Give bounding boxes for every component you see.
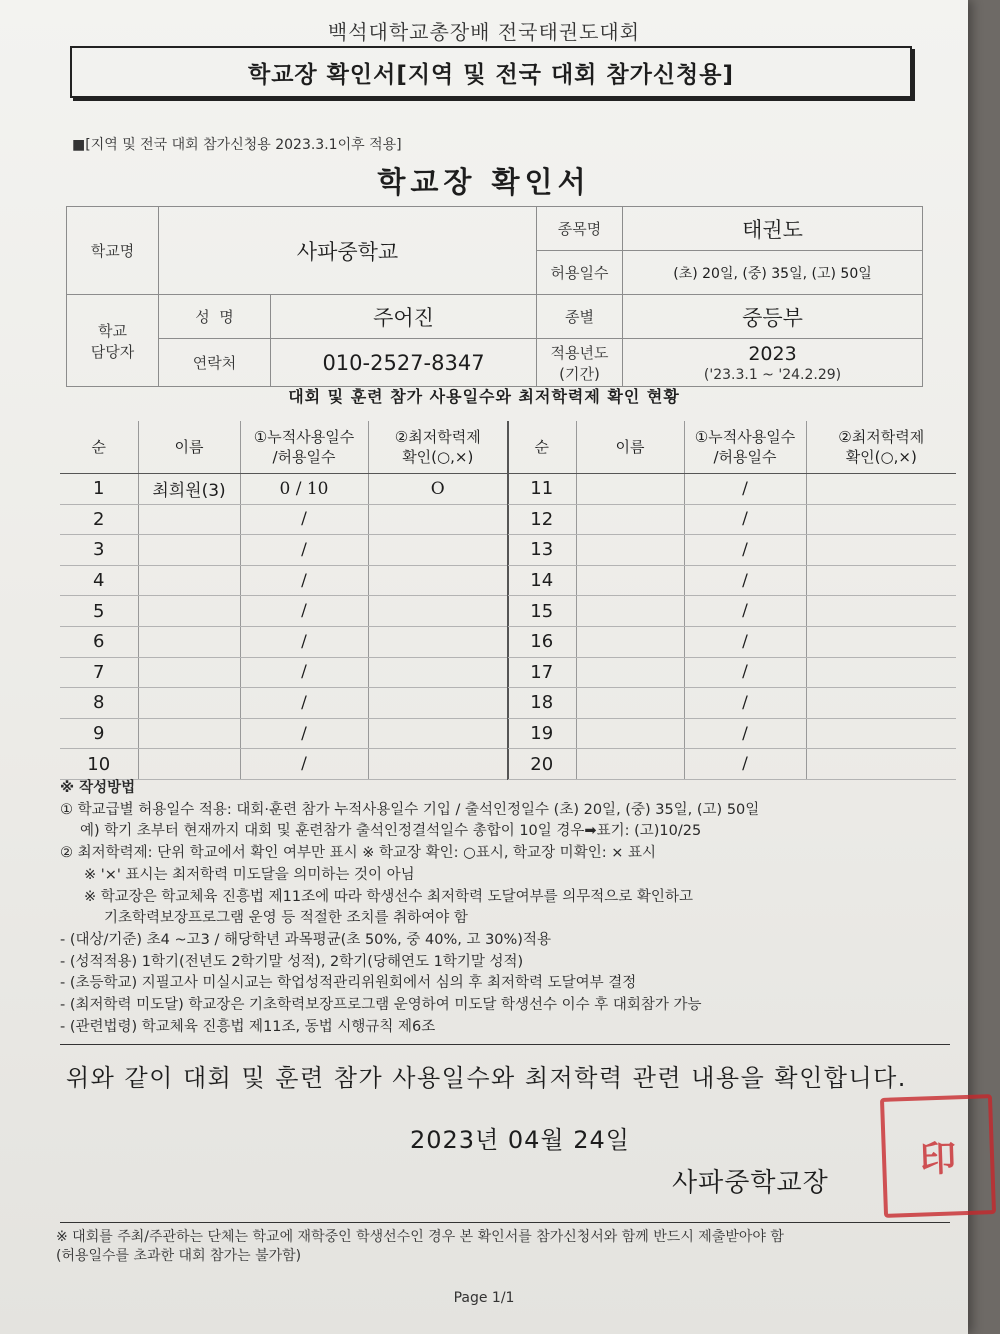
academic-check [806, 749, 956, 780]
row-number: 11 [508, 474, 576, 505]
sport-label: 종목명 [537, 207, 623, 251]
seal-mark: 印 [919, 1136, 957, 1181]
principal-signature: 사파중학교장 [672, 1168, 829, 1198]
roster-table-right [508, 421, 956, 780]
usage-days: / [684, 504, 806, 535]
confirmation-date: 2023년 04월 24일 [410, 1126, 630, 1154]
row-number: 8 [60, 688, 138, 719]
academic-check [368, 657, 508, 688]
academic-check [806, 688, 956, 719]
usage-days: / [240, 718, 368, 749]
note-x-meaning: ※ '×' 표시는 최저학력 미도달을 의미하는 것이 아님 [84, 866, 415, 883]
athlete-name [576, 626, 684, 657]
detail-grades: - (성적적용) 1학기(전년도 2학기말 성적), 2학기(당해연도 1학기말 성적) [60, 953, 524, 970]
confirmation-statement: 위와 같이 대회 및 훈련 참가 사용일수와 최저학력 관련 내용을 확인합니다. [66, 1064, 907, 1092]
usage-days: / [684, 749, 806, 780]
athlete-name [138, 504, 240, 535]
usage-days: / [684, 626, 806, 657]
roster-row [60, 749, 508, 780]
row-number: 15 [508, 596, 576, 627]
athlete-name [576, 657, 684, 688]
athlete-name [576, 749, 684, 780]
academic-check [806, 565, 956, 596]
athlete-name [138, 626, 240, 657]
academic-check [806, 596, 956, 627]
usage-days: / [684, 718, 806, 749]
year-label: 적용년도 (기간) [537, 339, 623, 387]
usage-days: / [240, 749, 368, 780]
school-name-label: 학교명 [67, 207, 159, 295]
academic-check: O [368, 474, 508, 505]
athlete-name: 최희원(3) [138, 474, 240, 505]
athlete-name [138, 535, 240, 566]
note-principal-duty-cont: 기초학력보장프로그램 운영 등 적절한 조치를 취하여야 함 [104, 910, 468, 927]
page-number: Page 1/1 [453, 1290, 515, 1306]
event-title: 백석대학교총장배 전국태권도대회 [327, 20, 641, 44]
academic-check [368, 718, 508, 749]
official-seal [880, 1094, 996, 1218]
header-no: 순 [508, 421, 576, 474]
usage-days: / [240, 626, 368, 657]
year-period: ('23.3.1 ~ '24.2.29) [703, 366, 842, 383]
row-number: 4 [60, 565, 138, 596]
usage-days: / [240, 596, 368, 627]
detail-target: - (대상/기준) 초4 ~고3 / 해당학년 과목평균(초 50%, 중 40%, 고 30%)적용 [60, 931, 551, 948]
academic-check [368, 688, 508, 719]
athlete-name [138, 657, 240, 688]
manager-name-value: 주어진 [271, 295, 537, 339]
usage-days: / [684, 688, 806, 719]
academic-check [806, 657, 956, 688]
usage-days: / [684, 657, 806, 688]
roster-row [508, 688, 956, 719]
usage-days: / [240, 504, 368, 535]
athlete-name [138, 749, 240, 780]
writing-instructions [60, 778, 950, 1038]
row-number: 2 [60, 504, 138, 535]
document-title: 학교장 확인서 [377, 165, 591, 199]
main-title-box: 학교장 확인서[지역 및 전국 대회 참가신청용] [70, 46, 912, 98]
sport-value: 태권도 [623, 207, 923, 251]
academic-check [368, 749, 508, 780]
division-label: 종별 [537, 295, 623, 339]
roster-row [60, 626, 508, 657]
roster-row [508, 596, 956, 627]
academic-check [806, 474, 956, 505]
detail-unmet: - (최저학력 미도달) 학교장은 기초학력보장프로그램 운영하여 미도달 학생선수 이수 후 대회참가 가능 [60, 997, 702, 1014]
divider [60, 1222, 950, 1223]
athlete-name [138, 565, 240, 596]
header-days: ①누적사용일수 /허용일수 [240, 421, 368, 474]
row-number: 16 [508, 626, 576, 657]
academic-check [368, 626, 508, 657]
year-value: 2023 [748, 342, 797, 365]
header-academic: ②최저학력제 확인(○,×) [806, 421, 956, 474]
school-info-table [66, 206, 923, 387]
athlete-name [576, 596, 684, 627]
roster-row [60, 718, 508, 749]
academic-check [368, 565, 508, 596]
row-number: 1 [60, 474, 138, 505]
roster-row [60, 474, 508, 505]
note-academic: ② 최저학력제: 단위 학교에서 확인 여부만 표시 ※ 학교장 확인: ○표시, 학교장 미확인: × 표시 [60, 845, 656, 862]
academic-check [806, 504, 956, 535]
usage-days: 0 / 10 [240, 474, 368, 505]
row-number: 18 [508, 688, 576, 719]
roster-row [508, 657, 956, 688]
name-label: 성 명 [159, 295, 271, 339]
academic-check [806, 626, 956, 657]
roster-table-left [60, 421, 509, 780]
row-number: 14 [508, 565, 576, 596]
footnote-line-1: ※ 대회를 주최/주관하는 단체는 학교에 재학중인 학생선수인 경우 본 확인서를 참가신청서와 함께 반드시 제출받아야 함 [56, 1229, 784, 1245]
row-number: 3 [60, 535, 138, 566]
manager-label: 학교 담당자 [67, 295, 159, 387]
year-cell [623, 339, 923, 387]
roster-row [508, 626, 956, 657]
roster-row [508, 565, 956, 596]
athlete-name [576, 474, 684, 505]
athlete-name [576, 565, 684, 596]
note-principal-duty: ※ 학교장은 학교체육 진흥법 제11조에 따라 학생선수 최저학력 도달여부를 의무적으로 확인하고 [84, 888, 693, 905]
roster-row [60, 535, 508, 566]
contact-label: 연락처 [159, 339, 271, 387]
academic-check [806, 718, 956, 749]
roster-row [60, 565, 508, 596]
header-name: 이름 [576, 421, 684, 474]
usage-days: / [684, 474, 806, 505]
allowed-days-value: (초) 20일, (중) 35일, (고) 50일 [623, 251, 923, 295]
row-number: 6 [60, 626, 138, 657]
row-number: 19 [508, 718, 576, 749]
athlete-name [138, 688, 240, 719]
submission-footnote [56, 1228, 956, 1266]
header-name: 이름 [138, 421, 240, 474]
roster-row [60, 657, 508, 688]
status-section-title: 대회 및 훈련 참가 사용일수와 최저학력제 확인 현황 [288, 387, 680, 406]
usage-days: / [240, 565, 368, 596]
roster-row [60, 596, 508, 627]
row-number: 13 [508, 535, 576, 566]
header-no: 순 [60, 421, 138, 474]
header-academic: ②최저학력제 확인(○,×) [368, 421, 508, 474]
row-number: 7 [60, 657, 138, 688]
instructions-heading: ※ 작성방법 [60, 780, 136, 796]
usage-days: / [240, 657, 368, 688]
detail-elementary: - (초등학교) 지필고사 미실시교는 학업성적관리위원회에서 심의 후 최저학력 도달여부 결정 [60, 975, 637, 992]
athlete-name [576, 718, 684, 749]
school-name-value: 사파중학교 [159, 207, 537, 295]
contact-value: 010-2527-8347 [271, 339, 537, 387]
row-number: 5 [60, 596, 138, 627]
usage-days: / [684, 535, 806, 566]
usage-days: / [240, 688, 368, 719]
usage-days: / [240, 535, 368, 566]
footnote-line-2: (허용일수를 초과한 대회 참가는 불가함) [56, 1248, 302, 1264]
athlete-name [138, 596, 240, 627]
academic-check [368, 596, 508, 627]
row-number: 17 [508, 657, 576, 688]
divider [60, 1044, 950, 1045]
usage-days: / [684, 596, 806, 627]
roster-row [60, 688, 508, 719]
note-allowed-days: ① 학교급별 허용일수 적용: 대회·훈련 참가 누적사용일수 기입 / 출석인정일수 (초) 20일, (중) 35일, (고) 50일 [60, 801, 760, 818]
academic-check [368, 504, 508, 535]
roster-row [508, 474, 956, 505]
header-days: ①누적사용일수 /허용일수 [684, 421, 806, 474]
row-number: 12 [508, 504, 576, 535]
detail-law: - (관련법령) 학교체육 진흥법 제11조, 동법 시행규칙 제6조 [60, 1018, 436, 1035]
roster-row [508, 504, 956, 535]
row-number: 20 [508, 749, 576, 780]
application-notice: ■[지역 및 전국 대회 참가신청용 2023.3.1이후 적용] [72, 137, 402, 153]
athlete-name [576, 688, 684, 719]
roster-row [508, 535, 956, 566]
academic-check [368, 535, 508, 566]
allowed-days-label: 허용일수 [537, 251, 623, 295]
note-example: 예) 학기 초부터 현재까지 대회 및 훈련참가 출석인정결석일수 총합이 10일 경우➡표기: (고)10/25 [80, 823, 702, 840]
roster-row [60, 504, 508, 535]
usage-days: / [684, 565, 806, 596]
academic-check [806, 535, 956, 566]
division-value: 중등부 [623, 295, 923, 339]
row-number: 9 [60, 718, 138, 749]
roster-row [508, 749, 956, 780]
roster-row [508, 718, 956, 749]
athlete-name [138, 718, 240, 749]
athlete-name [576, 535, 684, 566]
athlete-name [576, 504, 684, 535]
row-number: 10 [60, 749, 138, 780]
